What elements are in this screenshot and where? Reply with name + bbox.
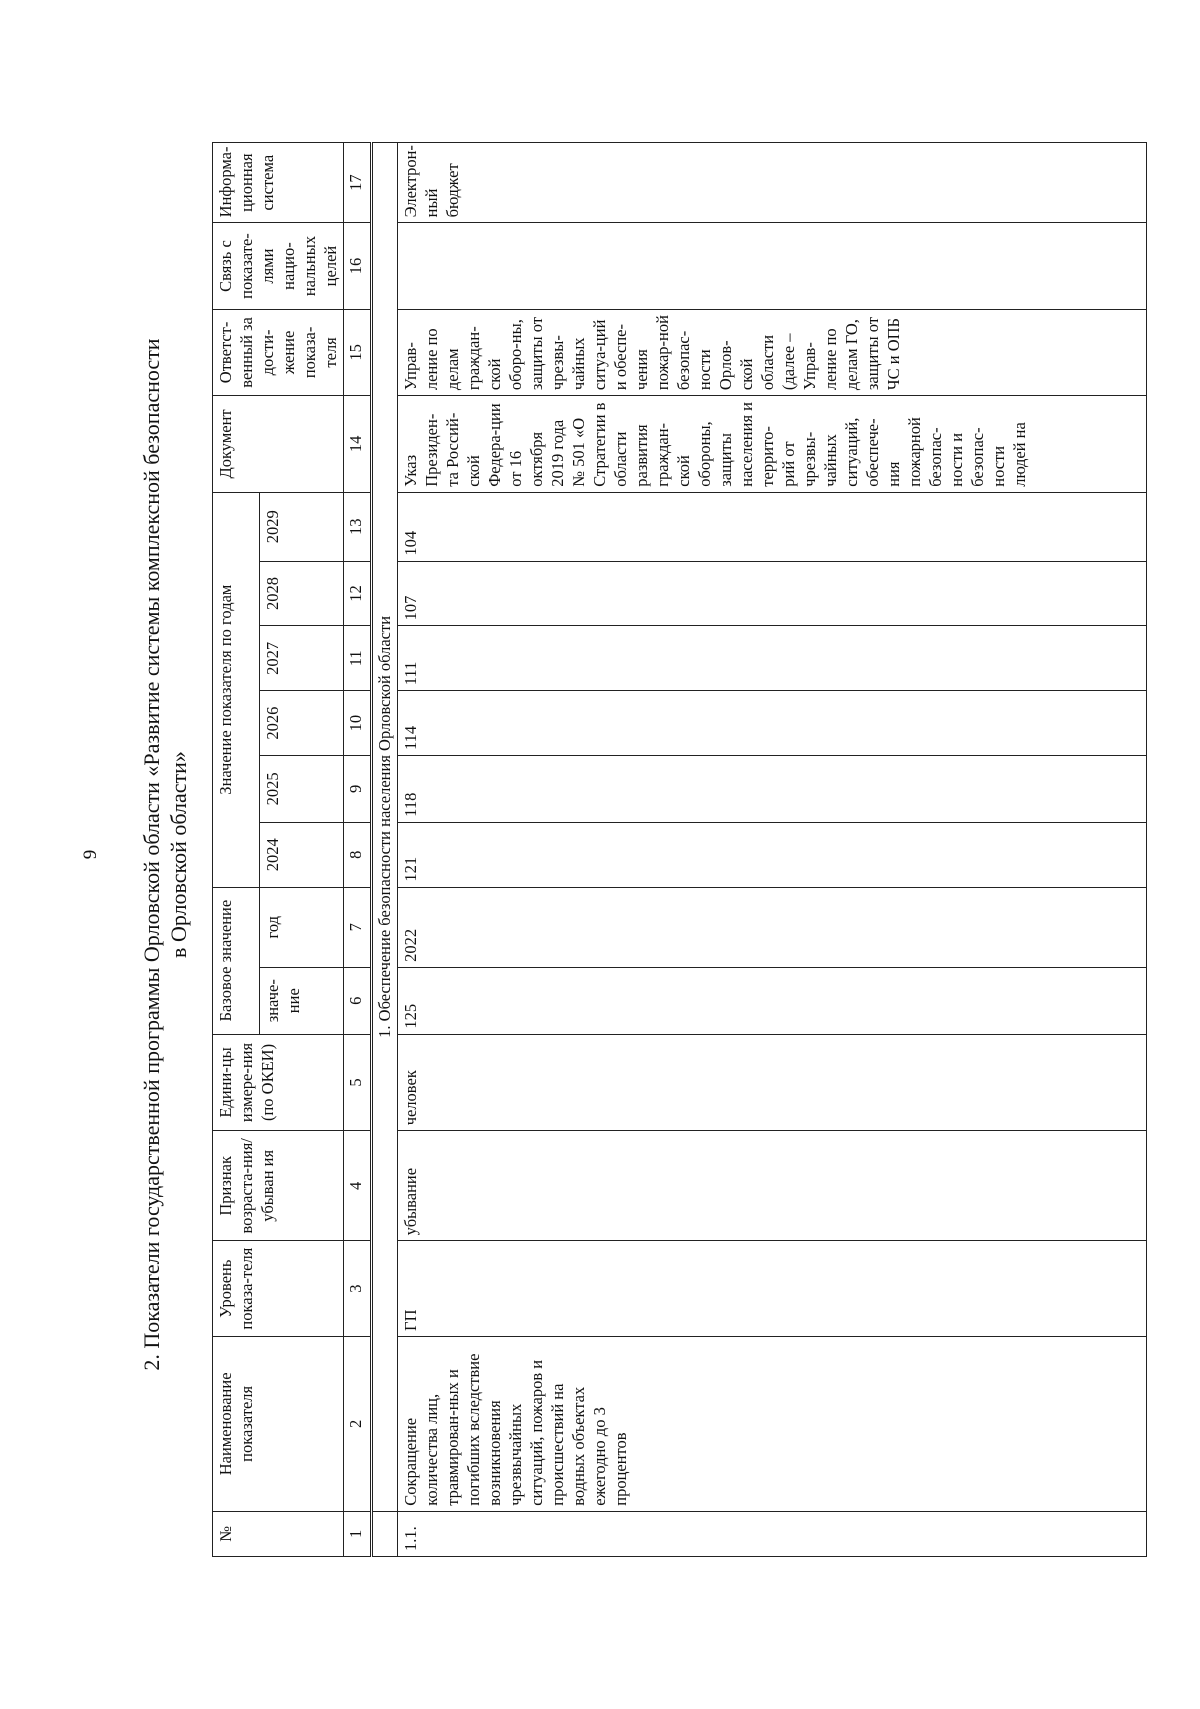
header-values-by-year: Значение показателя по годам <box>213 492 260 887</box>
header-sign: Признак возраста-ния/убыван ия <box>213 1131 344 1241</box>
column-number: 10 <box>344 691 372 756</box>
header-num: № <box>213 1511 344 1556</box>
row-link <box>398 223 1147 309</box>
column-number: 3 <box>344 1241 372 1337</box>
indicators-table <box>212 142 1147 1557</box>
column-number: 1 <box>344 1511 372 1556</box>
column-number: 15 <box>344 309 372 395</box>
table-row <box>398 143 1147 1557</box>
column-number: 4 <box>344 1131 372 1241</box>
header-unit: Едини-цы измере-ния (по ОКЕИ) <box>213 1034 344 1131</box>
row-value-2027: 111 <box>398 626 1147 691</box>
column-number: 11 <box>344 626 372 691</box>
row-num: 1.1. <box>398 1511 1147 1556</box>
column-number: 7 <box>344 887 372 967</box>
title-line-1: 2. Показатели государственной программы Орловской области «Развитие системы комплексной безопасности <box>139 338 164 1371</box>
header-name: Наименование показателя <box>213 1336 344 1511</box>
column-number: 17 <box>344 143 372 223</box>
section-title: 1. Обеспечение безопасности населения Орловской области <box>372 143 398 1512</box>
header-year-2028: 2028 <box>259 561 343 626</box>
column-number: 8 <box>344 822 372 887</box>
header-year-2024: 2024 <box>259 822 343 887</box>
row-unit: человек <box>398 1034 1147 1131</box>
column-number: 12 <box>344 561 372 626</box>
page-number: 9 <box>80 849 101 860</box>
row-value-2029: 104 <box>398 492 1147 561</box>
row-document: Указ Президен-та Россий-ской Федера-ции от 16 октября 2019 года № 501 «О Стратегии в области развития граждан-ской обороны, защиты населения и террито-рий от чрезвы-чайных ситуаций, обеспече-ния пожарной безопас-ности и безопас-ности людей на <box>398 396 1147 493</box>
header-year-2026: 2026 <box>259 691 343 756</box>
column-number-row <box>344 143 372 1557</box>
header-row-1 <box>213 143 260 1557</box>
column-number: 2 <box>344 1336 372 1511</box>
column-number: 13 <box>344 492 372 561</box>
header-level: Уровень показа-теля <box>213 1241 344 1337</box>
column-number: 14 <box>344 396 372 493</box>
row-value-2024: 121 <box>398 822 1147 887</box>
row-base-year: 2022 <box>398 887 1147 967</box>
header-year-2029: 2029 <box>259 492 343 561</box>
row-value-2026: 114 <box>398 691 1147 756</box>
header-responsible: Ответст-венный за дости-жение показа-теля <box>213 309 344 395</box>
header-link: Связь с показате-лями нацио-нальных целей <box>213 223 344 309</box>
row-level: ГП <box>398 1241 1147 1337</box>
header-document: Документ <box>213 396 344 493</box>
row-sign: убывание <box>398 1131 1147 1241</box>
header-base-year: год <box>259 887 343 967</box>
header-year-2027: 2027 <box>259 626 343 691</box>
section-row <box>372 143 398 1557</box>
row-value-2025: 118 <box>398 755 1147 822</box>
column-number: 6 <box>344 967 372 1034</box>
page-title <box>138 0 192 1709</box>
row-responsible: Управ-ление по делам граждан-ской оборо-ны, защиты от чрезвы-чайных ситуа-ций и обеспе-чения пожар-ной безопас-ности Орлов-ской области (далее – Управ-ление по делам ГО, защиты от ЧС и ОПБ <box>398 309 1147 395</box>
column-number: 9 <box>344 755 372 822</box>
title-line-2: в Орловской области» <box>166 751 191 958</box>
row-value-2028: 107 <box>398 561 1147 626</box>
row-info-system: Электрон-ный бюджет <box>398 143 1147 223</box>
row-name: Сокращение количества лиц, травмирован-ных и погибших вследствие возникновения чрезвычайных ситуаций, пожаров и происшествий на водных объектах ежегодно до 3 процентов <box>398 1336 1147 1511</box>
header-info-system: Информа-ционная система <box>213 143 344 223</box>
header-base-value: значе-ние <box>259 967 343 1034</box>
row-base-value: 125 <box>398 967 1147 1034</box>
header-base: Базовое значение <box>213 887 260 1034</box>
column-number: 5 <box>344 1034 372 1131</box>
column-number: 16 <box>344 223 372 309</box>
header-year-2025: 2025 <box>259 755 343 822</box>
